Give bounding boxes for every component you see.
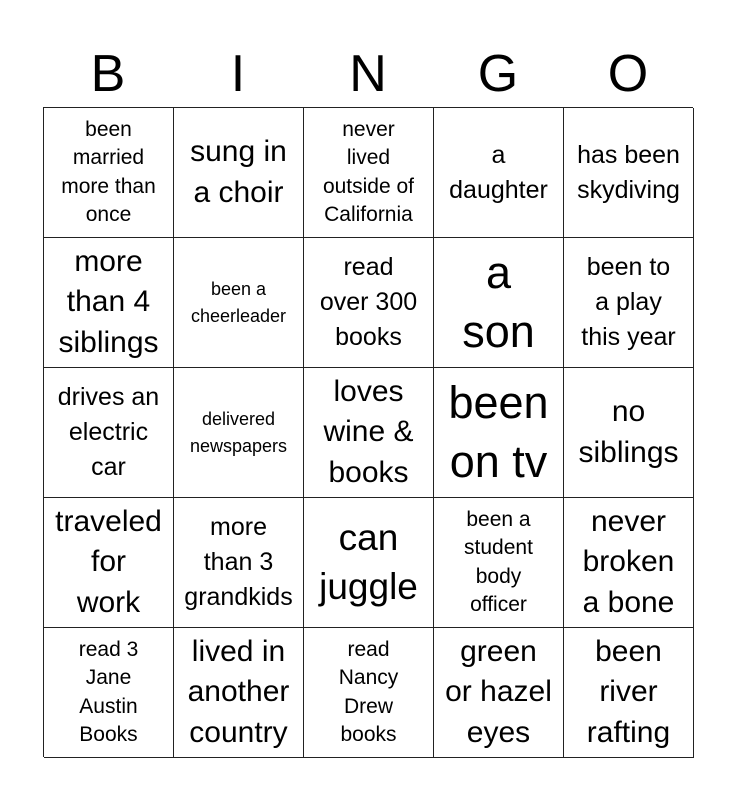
header-letter-n: N	[349, 45, 387, 103]
bingo-cell[interactable]	[564, 238, 694, 368]
bingo-cell[interactable]	[304, 238, 434, 368]
bingo-cell[interactable]	[564, 498, 694, 628]
bingo-cell-text: been on tv	[448, 377, 549, 487]
bingo-cell-text: traveled for work	[55, 504, 162, 619]
bingo-cell-text: more than 3 grandkids	[184, 513, 293, 611]
bingo-cell[interactable]	[434, 368, 564, 498]
bingo-cell-text: sung in a choir	[190, 135, 287, 209]
bingo-cell[interactable]	[434, 238, 564, 368]
bingo-cell-text: been a cheerleader	[190, 279, 287, 326]
header-letter-b: B	[90, 45, 126, 103]
bingo-cell[interactable]	[434, 628, 564, 758]
bingo-cell[interactable]	[44, 498, 174, 628]
bingo-cell[interactable]	[44, 238, 174, 368]
bingo-cell-text: a son	[462, 247, 535, 357]
bingo-cell-text: been river rafting	[586, 634, 671, 749]
bingo-cell[interactable]	[174, 368, 304, 498]
bingo-cell-text: never broken a bone	[582, 504, 675, 619]
bingo-cell[interactable]	[434, 108, 564, 238]
bingo-cell[interactable]	[174, 238, 304, 368]
bingo-cell-text: been a student body officer	[464, 507, 533, 616]
bingo-cell[interactable]	[434, 498, 564, 628]
bingo-cell[interactable]	[174, 628, 304, 758]
bingo-cell-text: a daughter	[449, 140, 548, 204]
bingo-cell[interactable]	[44, 108, 174, 238]
bingo-cell-text: been married more than once	[61, 117, 156, 226]
bingo-cell-text: has been skydiving	[577, 140, 680, 204]
bingo-cell[interactable]	[564, 628, 694, 758]
bingo-cell-text: read Nancy Drew books	[338, 637, 399, 746]
bingo-cell-text: read over 300 books	[319, 253, 418, 351]
bingo-cell[interactable]	[174, 108, 304, 238]
bingo-cell[interactable]	[304, 368, 434, 498]
bingo-cell-text: no siblings	[578, 395, 679, 469]
bingo-cell[interactable]	[304, 628, 434, 758]
bingo-cell[interactable]	[44, 368, 174, 498]
bingo-cell-text: never lived outside of California	[322, 117, 415, 226]
bingo-cell-text: green or hazel eyes	[445, 634, 552, 749]
bingo-cell-text: more than 4 siblings	[58, 244, 159, 359]
bingo-cell[interactable]	[564, 368, 694, 498]
bingo-board	[43, 107, 693, 757]
bingo-header	[43, 40, 693, 108]
bingo-cell[interactable]	[564, 108, 694, 238]
header-letter-o: O	[607, 45, 649, 103]
header-letter-i: I	[230, 45, 246, 103]
bingo-cell-text: drives an electric car	[57, 383, 160, 481]
bingo-cell-text: been to a play this year	[581, 253, 676, 351]
bingo-cell[interactable]	[304, 108, 434, 238]
bingo-cell[interactable]	[44, 628, 174, 758]
bingo-cell-text: delivered newspapers	[189, 409, 288, 456]
bingo-cell[interactable]	[304, 498, 434, 628]
bingo-cell-text: loves wine & books	[323, 374, 414, 489]
header-letter-g: G	[477, 45, 519, 103]
bingo-cell-text: lived in another country	[187, 634, 290, 749]
bingo-cell-text: can juggle	[319, 517, 418, 607]
bingo-cell-text: read 3 Jane Austin Books	[78, 637, 139, 746]
bingo-cell[interactable]	[174, 498, 304, 628]
